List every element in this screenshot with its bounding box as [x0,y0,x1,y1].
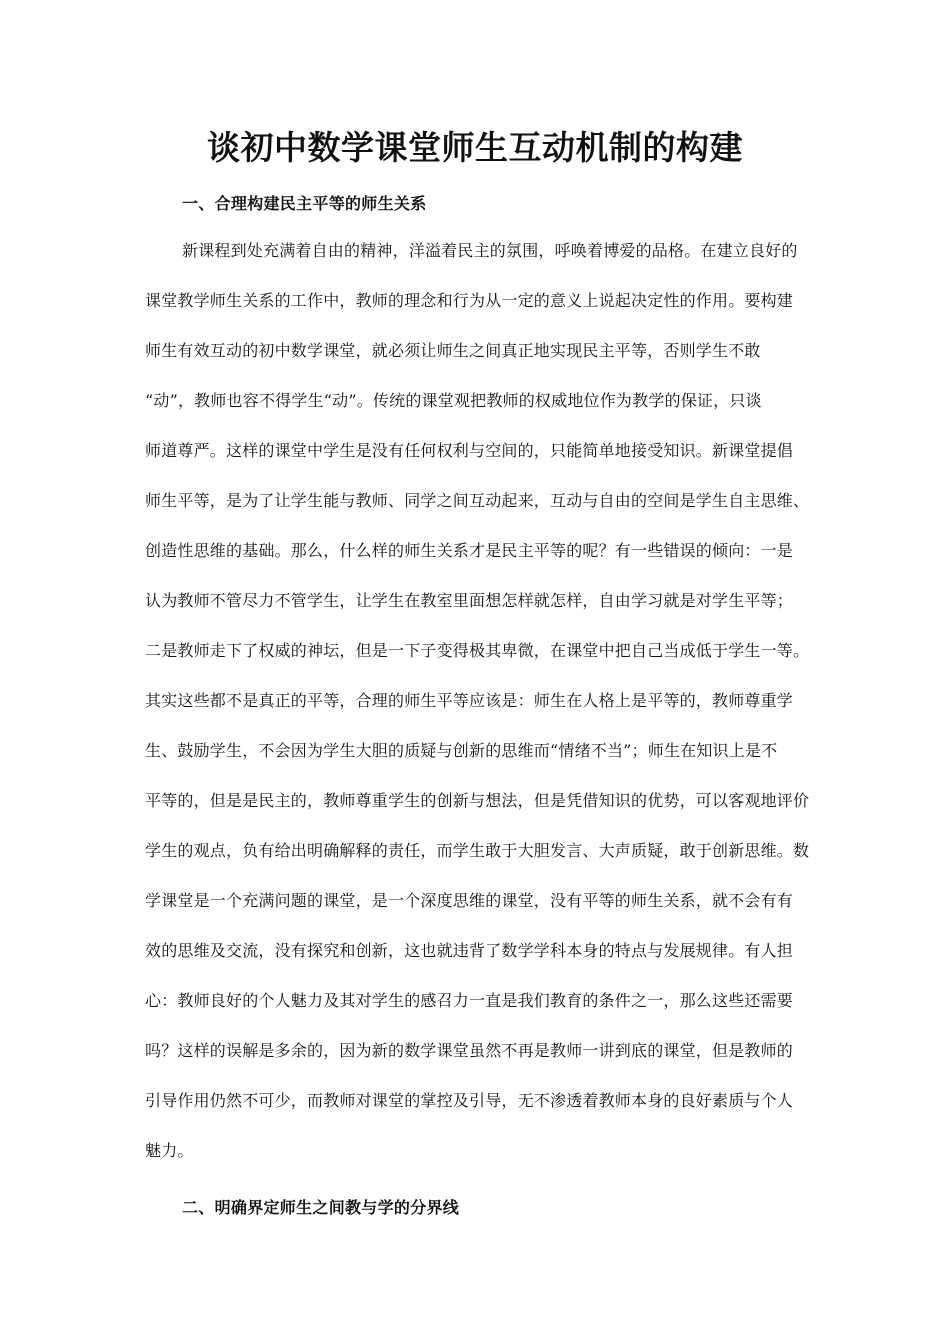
paragraph-line: 心：教师良好的个人魅力及其对学生的感召力一直是我们教育的条件之一，那么这些还需要 [145,991,794,1010]
paragraph-line: 学生的观点，负有给出明确解释的责任，而学生敢于大胆发言、大声质疑，敢于创新思维。数 [145,841,810,860]
paragraph-line: 师生平等，是为了让学生能与教师、同学之间互动起来，互动与自由的空间是学生自主思维、 [145,491,810,510]
paragraph-line: 新课程到处充满着自由的精神，洋溢着民主的氛围，呼唤着博爱的品格。在建立良好的 [182,241,798,260]
paragraph-line: 创造性思维的基础。那么，什么样的师生关系才是民主平等的呢？有一些错误的倾向：一是 [145,541,794,560]
paragraph-line: 效的思维及交流，没有探究和创新，这也就违背了数学学科本身的特点与发展规律。有人担 [145,941,794,960]
page-title: 谈初中数学课堂师生互动机制的构建 [207,128,743,167]
paragraph-line: 二是教师走下了权威的神坛，但是一下子变得极其卑微，在课堂中把自己当成低于学生一等。 [145,641,810,660]
paragraph-line: “动”，教师也容不得学生“动”。传统的课堂观把教师的权威地位作为教学的保证，只谈 [145,391,762,410]
paragraph-line: 平等的，但是是民主的，教师尊重学生的创新与想法，但是凭借知识的优势，可以客观地评价 [145,791,810,810]
paragraph-line: 引导作用仍然不可少，而教师对课堂的掌控及引导，无不渗透着教师本身的良好素质与个人 [145,1091,794,1110]
paragraph-line: 认为教师不管尽力不管学生，让学生在教室里面想怎样就怎样，自由学习就是对学生平等； [145,591,794,610]
paragraph-line: 吗？这样的误解是多余的，因为新的数学课堂虽然不再是教师一讲到底的课堂，但是教师的 [145,1041,794,1060]
paragraph-line: 魅力。 [145,1141,194,1160]
paragraph-line: 课堂教学师生关系的工作中，教师的理念和行为从一定的意义上说起决定性的作用。要构建 [145,291,794,310]
paragraph-line: 师道尊严。这样的课堂中学生是没有任何权利与空间的，只能简单地接受知识。新课堂提倡 [145,441,794,460]
paragraph-line: 学课堂是一个充满问题的课堂，是一个深度思维的课堂，没有平等的师生关系，就不会有有 [145,891,794,910]
paragraph-line: 其实这些都不是真正的平等，合理的师生平等应该是：师生在人格上是平等的，教师尊重学 [145,691,794,710]
section-heading-2: 二、明确界定师生之间教与学的分界线 [182,1198,460,1217]
paragraph-line: 师生有效互动的初中数学课堂，就必须让师生之间真正地实现民主平等，否则学生不敢 [145,341,761,360]
paragraph-line: 生、鼓励学生，不会因为学生大胆的质疑与创新的思维而“情绪不当”；师生在知识上是不 [145,741,778,760]
section-heading-1: 一、合理构建民主平等的师生关系 [182,194,427,213]
